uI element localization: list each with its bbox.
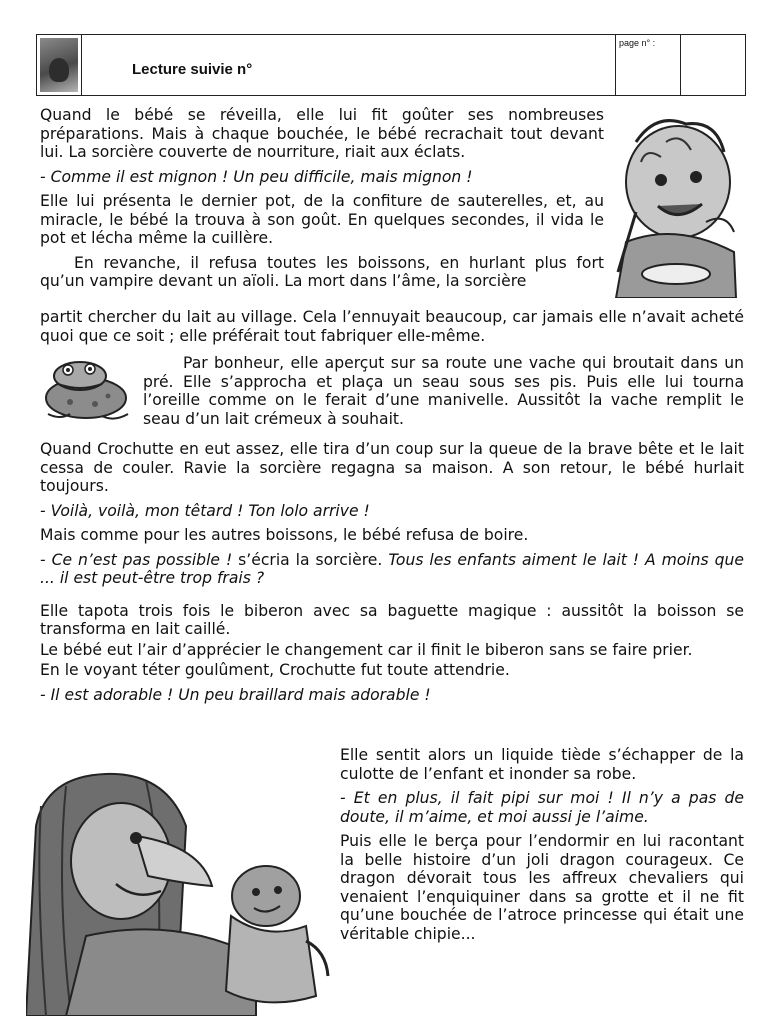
page-number-label: page n° : [619, 38, 656, 48]
dialogue-line: - Comme il est mignon ! Un peu difficile, mais mignon ! [40, 167, 473, 186]
text-column-full-2 [40, 440, 744, 710]
dialogue-part: Tous les enfants aiment le lait ! A moins que ... il est peut-être trop frais ? [40, 550, 744, 587]
page-number-value-cell [680, 35, 681, 95]
witch-holding-baby-illustration [26, 766, 332, 1016]
page-title: Lecture suivie n° [132, 61, 253, 78]
text-column-top [40, 106, 604, 291]
dialogue-part: - Ce n’est pas possible ! [40, 550, 233, 569]
dialogue-line: - Et en plus, il fait pipi sur moi ! Il n’y a pas de doute, il m’aime, et moi aussi je l’aime. [340, 789, 744, 826]
paragraph: En le voyant téter goulûment, Crochutte fut toute attendrie. [40, 661, 510, 679]
paragraph: Par bonheur, elle aperçut sur sa route une vache qui broutait dans un pré. Elle s’approcha et plaça un seau sous ses pis. Puis elle lui tourna l’oreille comme on le ferait d’une manivelle. Aussitôt la vache remplit le seau d’un lait crémeux à souhait. [143, 354, 744, 428]
text-column-beside-toad [143, 354, 744, 428]
narration-part: s’écria la sorcière. [232, 550, 389, 569]
dialogue-line: - Il est adorable ! Un peu braillard mais adorable ! [40, 685, 431, 704]
paragraph: Elle tapota trois fois le biberon avec sa baguette magique : aussitôt la boisson se transforma en lait caillé. [40, 601, 744, 638]
paragraph: Le bébé eut l’air d’apprécier le changement car il finit le biberon sans se faire prier. [40, 640, 693, 659]
paragraph: Mais comme pour les autres boissons, le bébé refusa de boire. [40, 526, 529, 544]
book-cover-image [40, 38, 78, 92]
page-number-cell [615, 35, 616, 95]
paragraph: Quand le bébé se réveilla, elle lui fit goûter ses nombreuses préparations. Mais à chaque bouchée, le bébé recrachait tout devant lui. La sorcière couverte de nourriture, riait aux éclats. [40, 106, 604, 161]
paragraph: Elle lui présenta le dernier pot, de la confiture de sauterelles, et, au miracle, le bébé la trouva à son goût. En quelques secondes, il vida le pot et lécha même la cuillère. [40, 192, 604, 247]
dialogue-paragraph [40, 551, 744, 588]
baby-eating-illustration [606, 102, 744, 298]
text-column-full-1 [40, 308, 744, 351]
paragraph: Puis elle le berça pour l’endormir en lui racontant la belle histoire d’un joli dragon courageux. Ce dragon dévorait tous les affreux chevaliers qui venaient l’enquiquiner dans sa grotte et il ne fit qu’une bouchée de l’atroce princesse qui était une véritable chipie... [340, 832, 744, 943]
header-divider [81, 35, 82, 95]
paragraph: En revanche, il refusa toutes les boissons, en hurlant plus fort qu’un vampire devant un aïoli. La mort dans l’âme, la sorcière [40, 253, 604, 290]
paragraph: Elle sentit alors un liquide tiède s’échapper de la culotte de l’enfant et inonder sa robe. [340, 746, 744, 783]
toad-illustration [40, 358, 134, 424]
dialogue-line: - Voilà, voilà, mon têtard ! Ton lolo arrive ! [40, 501, 370, 520]
paragraph: Quand Crochutte en eut assez, elle tira d’un coup sur la queue de la brave bête et le lait cessa de couler. Ravie la sorcière regagna sa maison. A son retour, le bébé hurlait toujours. [40, 440, 744, 495]
text-column-bottom-right [340, 746, 744, 949]
header-table [36, 34, 746, 96]
paragraph: partit chercher du lait au village. Cela l’ennuyait beaucoup, car jamais elle n’avait acheté quoi que ce soit ; elle préférait tout fabriquer elle-même. [40, 308, 744, 345]
